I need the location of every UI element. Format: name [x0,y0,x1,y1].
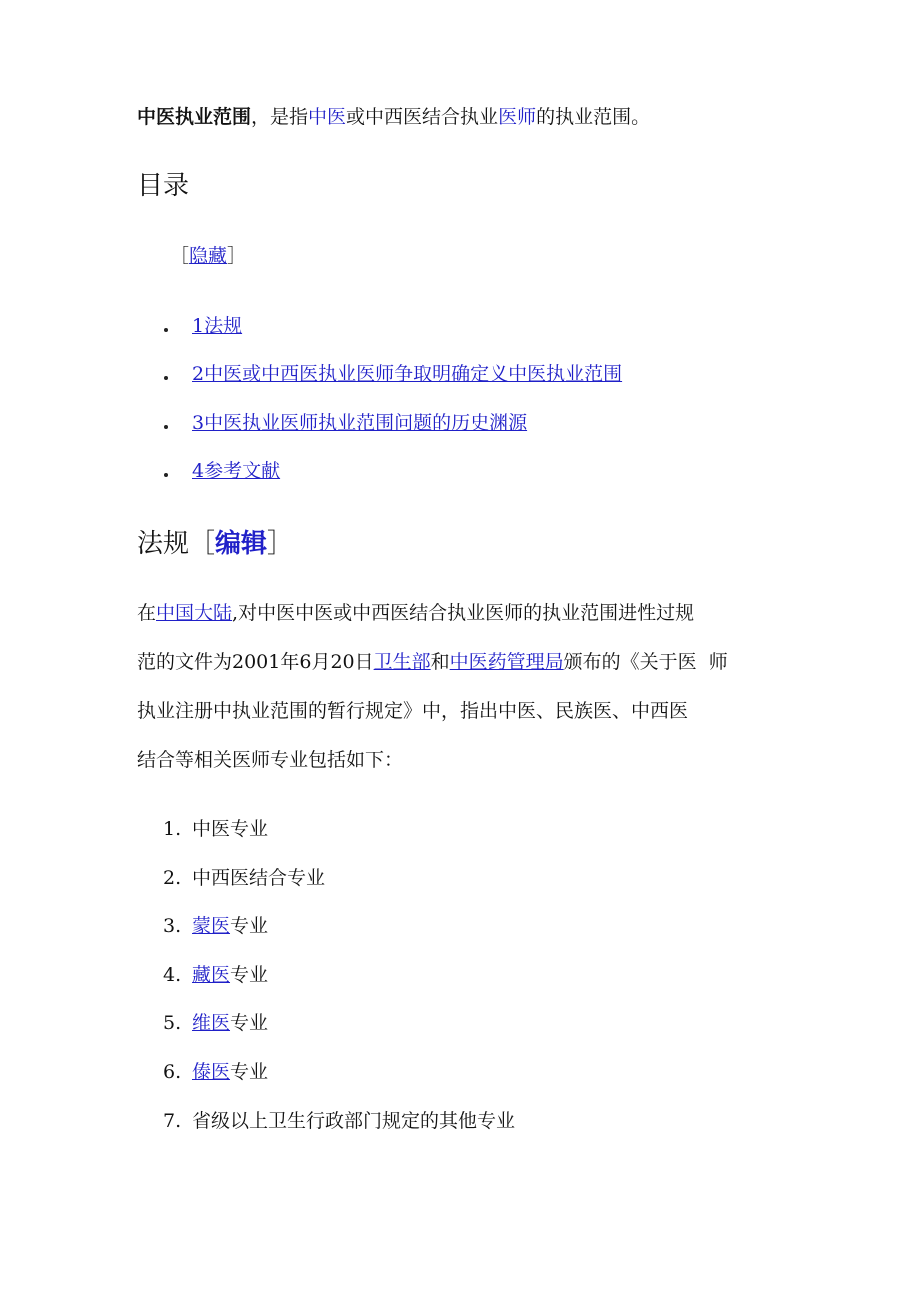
list-item-text: 中西医结合专业 [192,867,326,889]
link-mongolian-medicine[interactable]: 蒙医 [192,915,231,937]
link-zhongyi[interactable]: 中医 [308,106,347,128]
bullet-icon [164,473,168,477]
list-number: 2. [163,867,182,889]
para-line-3: 执业注册中执业范围的暂行规定》中，指出中医、民族医、中西医 [137,700,689,722]
intro-paragraph [137,102,650,132]
list-item [192,911,268,941]
link-dai-medicine[interactable]: 傣医 [192,1061,231,1083]
intro-text-1: ，是指 [251,106,309,128]
link-china-mainland[interactable]: 中国大陆 [156,602,233,624]
toc-item-4[interactable]: 4参考文献 [192,460,281,482]
list-item [192,1057,268,1087]
list-number: 3. [163,915,182,937]
toc-toggle [170,241,246,271]
list-item-text: 省级以上卫生行政部门规定的其他专业 [192,1110,516,1132]
edit-bracket-open: ［ [189,529,216,559]
list-number: 5. [163,1012,182,1034]
edit-bracket-close: ］ [267,529,294,559]
link-ministry-of-health[interactable]: 卫生部 [373,651,431,673]
link-tibetan-medicine[interactable]: 藏医 [192,964,231,986]
toc-toggle-close: ］ [227,245,247,267]
list-item-text: 专业 [230,964,269,986]
list-item-text: 专业 [230,1061,269,1083]
section-title: 法规 [137,529,190,559]
bullet-icon [164,376,168,380]
para-line-2 [137,647,728,677]
list-item [192,960,268,990]
section-heading-regulations [137,526,293,562]
list-item-text: 中医专业 [192,818,269,840]
toc-item-2[interactable]: 2中医或中西医执业医师争取明确定义中医执业范围 [192,363,623,385]
link-yishi[interactable]: 医师 [498,106,537,128]
intro-term: 中医执业范围 [137,106,252,128]
para-text: 颁布的《关于医 师 [563,651,728,673]
para-text: ,对中医中医或中西医结合执业医师的执业范围进性过规 [232,602,695,624]
bullet-icon [164,425,168,429]
list-number: 4. [163,964,182,986]
para-text: 在 [137,602,157,624]
para-line-4: 结合等相关医师专业包括如下： [137,749,404,771]
list-item [192,814,268,844]
toc-item-3[interactable]: 3中医执业医师执业范围问题的历史渊源 [192,412,528,434]
link-uyghur-medicine[interactable]: 维医 [192,1012,231,1034]
list-number: 6. [163,1061,182,1083]
toc-toggle-open: ［ [170,245,190,267]
list-number: 7. [163,1110,182,1132]
list-item [192,1008,268,1038]
intro-text-3: 的执业范围。 [536,106,651,128]
list-item [192,863,325,893]
toc-title: 目录 [137,171,190,201]
toc-item-1[interactable]: 1法规 [192,315,243,337]
intro-text-2: 或中西医结合执业 [346,106,499,128]
edit-link[interactable]: 编辑 [215,529,268,559]
list-number: 1. [163,818,182,840]
toc-hide-link[interactable]: 隐藏 [189,245,228,267]
para-text: 和 [430,651,450,673]
link-tcm-administration[interactable]: 中医药管理局 [449,651,564,673]
list-item-text: 专业 [230,915,269,937]
para-line-1 [137,598,694,628]
list-item [192,1106,515,1136]
list-item-text: 专业 [230,1012,269,1034]
para-text: 范的文件为2001年6月20日 [137,651,374,673]
bullet-icon [164,328,168,332]
